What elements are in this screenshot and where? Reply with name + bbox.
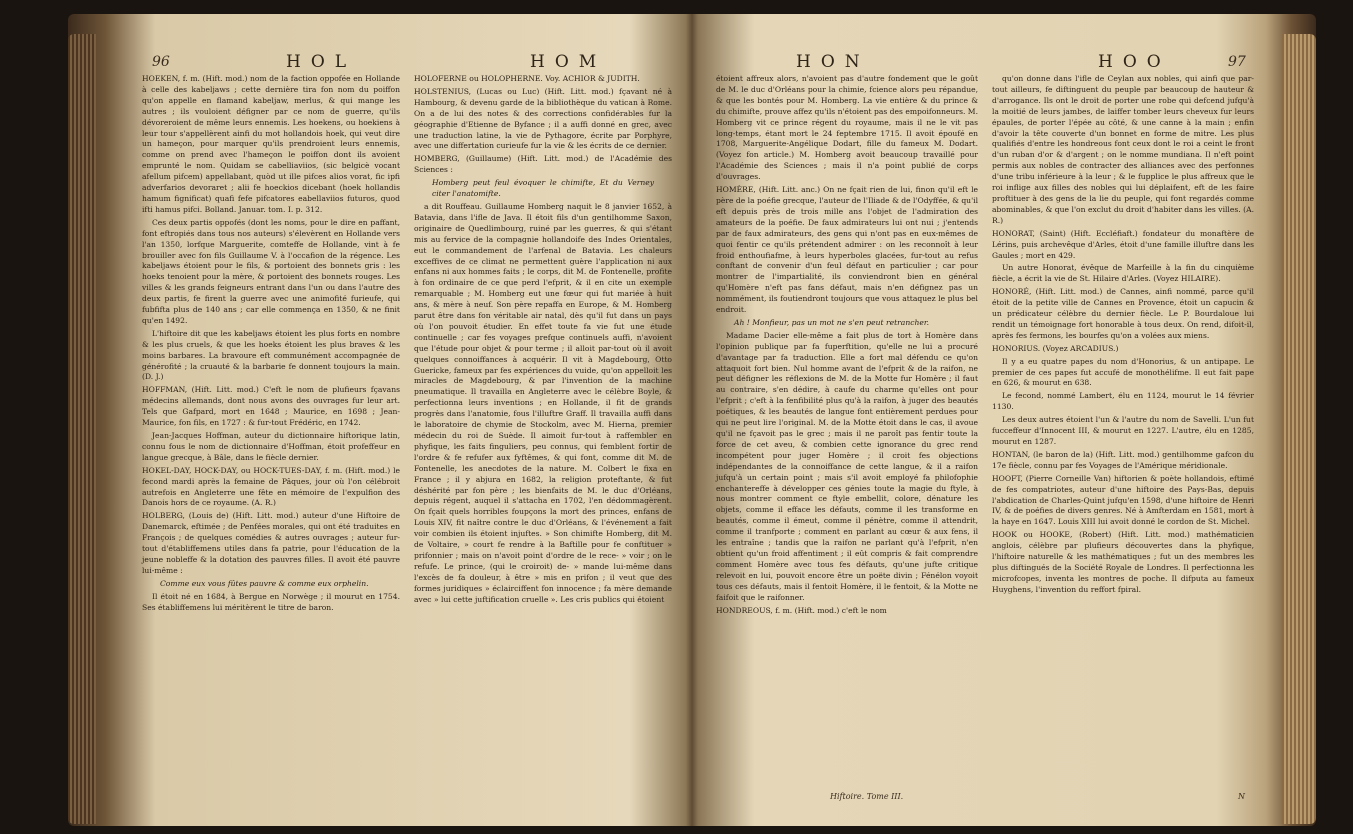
page-edges-left (68, 34, 96, 824)
entry-honorat-marseille: Un autre Honorat, évêque de Marfeille à la fin du cinquième fiècle, a écrit la vie de St. Hilaire d'Arles. (Voyez HILAIRE). (992, 263, 1254, 284)
entry-homere: HOMÈRE, (Hift. Litt. anc.) On ne fçait rien de lui, finon qu'il eft le père de la poéfie grecque, l'auteur de l'Iliade & de l'Odyffée, & qu'il eft depuis près de trois mille ans l'objet de l'admiration des amateurs de la poéfie. De faux admirateurs lui ont nui ; j'entends par de faux admirateurs, des gens qui n'ont pas en eux-mêmes de quoi fentir ce qu'ils prétendent admirer : on les reconnoît à leur froid enthoufiafme, à leurs hyperboles glacées, fur-tout au refus conftant de convenir d'un feul défaut en particulier ; car pour montrer de l'impartialité, ils conviendront bien en général qu'Homère n'eft pas fans défaut, mais n'en défignez pas un nommément, ils foutiendront toujours que vous attaquez le plus bel endroit. (716, 185, 979, 315)
holberg-verse: Comme eux vous fûtes pauvre & comme eux orphelin. (160, 578, 369, 588)
entry-holoferne: HOLOFERNE ou HOLOPHERNE. Voy. ACHIOR & JUDITH. (414, 74, 640, 83)
page-number-right: 97 (1228, 54, 1246, 70)
entry-hoffman: HOFFMAN, (Hift. Litt. mod.) C'eft le nom de plufieurs fçavans médecins allemands, dont nous avons des ouvrages fur leur art. Tels que Gafpard, mort en 1648 ; Maurice, en 1698 ; Jean-Maurice, fon fils, en 1727 : & fur-tout Frédéric, en 1742. (142, 385, 400, 428)
entry-hondreous: HONDREOUS, f. m. (Hift. mod.) c'eft le nom (716, 605, 887, 615)
running-head-hol: HOL (286, 52, 357, 72)
right-page-column-1 (716, 74, 978, 618)
entry-hokel-day: HOKEL-DAY, HOCK-DAY, ou HOCK-TUES-DAY, f. m. (Hift. mod.) le fecond mardi après la femaine de Pâques, jour où l'on célébroit autrefois en Angleterre une fête en mémoire de l'expulfion des Danois hors de ce royaume. (A. R.) (142, 465, 400, 508)
left-page-column-1 (142, 74, 400, 616)
entry-holberg: HOLBERG, (Louis de) (Hift. Litt. mod.) auteur d'une Hiftoire de Danemarck, eftimée ; de Penfées morales, qui ont été traduites en François ; de quelques comédies & autres ouvrages ; auteur fur-tout d'établiffemens utiles dans fa patrie, pour l'éducation de la jeune nobleffe & la dotation des pauvres filles. Il avoit été pauvre lui-même : (142, 511, 400, 575)
homberg-verse: Homberg peut feul évoquer le chimifte, Et du Verney citer l'anatomifte. (432, 178, 654, 199)
running-head-hoo: HOO (1098, 52, 1171, 72)
entry-hooft: HOOFT, (Pierre Corneille Van) hiftorien & poète hollandois, eftimé de fes compatriotes, auteur d'une hiftoire des Pays-Bas, depuis l'abdication de Charles-Quint jufqu'en 1598, d'une hiftoire de Henri IV, & de poéfies de divers genres. Né à Amfterdam en 1581, mort à la haye en 1647. Louis XIII lui avoit donné le cordon de St. Michel. (992, 473, 1254, 527)
footer-signature-mark: N (1238, 792, 1245, 801)
entry-honore: HONORÉ, (Hift. Litt. mod.) de Cannes, ainfi nommé, parce qu'il étoit de la petite ville de Cannes en Provence, étoit un capucin & un prédicateur célèbre du dernier fiècle. Le P. Bourdaloue lui rendit un témoignage fort honorable à tous deux. On rend, difoit-il, après fes fermons, les bourfes qu'on a volées aux miens. (992, 287, 1254, 340)
page-edges-right (1282, 34, 1316, 824)
entry-holberg-cont: Il étoit né en 1684, à Bergue en Norwège ; il mourut en 1754. Ses établiffemens lui méritèrent le titre de baron. (142, 591, 400, 612)
entry-homberg-end: étoient affreux alors, n'avoient pas d'autre fondement que le goût de M. le duc d'Orléans pour la chimie, fcience alors peu répandue, & que les bontés pour M. Homberg. La vie entière & du prince & du chimifte, prouve affez qu'ils n'étoient pas des empoifonneurs. M. Homberg vit ce prince régent du royaume, mais il ne le vit pas long-temps, étant mort le 24 feptembre 1715. Il avoit époufé en 1708, Marguerite-Angélique Dodart, fille du fameux M. Dodart. (Voyez fon article.) M. Homberg avoit beaucoup travaillé pour l'Académie des Sciences ; mais il n'a point publié de corps d'ouvrages. (716, 74, 978, 182)
entry-hontan: HONTAN, (le baron de la) (Hift. Litt. mod.) gentilhomme gafcon du 17e fiècle, connu par fes Voyages de l'Amérique méridionale. (992, 449, 1254, 470)
entry-honorius-popes: Il y a eu quatre papes du nom d'Honorius, & un antipape. Le premier de ces papes fut accufé de monothélifme. Il eut fait pape en 626, & mourut en 638. (992, 356, 1254, 388)
page-number-left: 96 (152, 54, 170, 70)
entry-honorat: HONORAT, (Saint) (Hift. Eccléfiaft.) fondateur du monaftère de Lérins, puis archevêque d'Arles, étoit d'une famille illuftre dans les Gaules ; mort en 429. (992, 228, 1254, 260)
entry-holstenius: HOLSTENIUS, (Lucas ou Luc) (Hift. Litt. mod.) fçavant né à Hambourg, & devenu garde de la bibliothèque du vatican à Rome. On a de lui des notes & des corrections confidérables fur la géographie d'Etienne de Byfance ; il a auffi donné en grec, avec une traduction latine, la vie de Pythagore, écrite par Porphyre, avec une differtation curieufe fur la vie & les écrits de ce dernier. (414, 86, 672, 151)
running-head-hon: HON (796, 52, 870, 72)
entry-homberg-cont: a dit Rouffeau. Guillaume Homberg naquit le 8 janvier 1652, à Batavia, dans l'ifle de Java. Il étoit fils d'un gentilhomme Saxon, originaire de Quedlimbourg, ruiné par les guerres, & qui s'étant mis au fervice de la compagnie hollandoife des Indes Orientales, eut le commandement de l'arfenal de Batavia. Les chaleurs exceffives de ce climat ne permettent guère l'application ni aux enfans ni aux hommes faits ; le corps, dit M. de Fontenelle, profite à fon ordinaire de ce que perd l'efprit, & il en cite un exemple remarquable ; M. Homberg eut une fœur qui fut mariée à huit ans, & mère à neuf. Son père repaffa en Europe, & M. Homberg parut être dans fon véritable air natal, dès qu'il fut dans un pays où l'on pouvoit étudier. En effet toute fa vie fut une étude continuelle ; car fes voyages prefque continuels auffi, n'avoient que l'étude pour objet & pour terme ; il alloit par-tout où il avoit quelques connoiffances à acquérir. Il vit à Magdebourg, Otto Guericke, fameux par fes expériences du vuide, qu'on appelloit les miracles de Magdebourg, & par l'invention de la machine pneumatique. Il travailla en Angleterre avec le célèbre Boyle, & perfectionna leurs inventions ; en Hollande, il fit de grands progrès dans l'anatomie, fous l'illuftre Graff. Il travailla auffi dans le laboratoire de chymie de Stockolm, avec M. Hierna, premier médecin du roi de Suède. Il aimoit fur-tout à raffembler en phyfique, les faits finguliers, peu connus, qui femblent fortir de l'ordre & fe refufer aux fyftêmes, & qui font, comme dit M. de Fontenelle, les anecdotes de la nature. M. Colbert le fixa en France ; il y abjura en 1682, la religion proteftante, & fut déshérité par fon père ; les bienfaits de M. le duc d'Orléans, depuis régent, auquel il s'attacha en 1702, l'en dédommagèrent. On fçait quels horribles foupçons la mort des princes, enfans de Louis XIV, fit naître contre le duc d'Orléans, & l'événement a fait voir combien ils étoient injuftes. » Son chimifte Homberg, dit M. de Voltaire, » court fe rendre à la Baftille pour fe conftituer » prifonnier ; mais on n'avoit point d'ordre de le rece- » voir ; on le refufe. Le prince, (qui le croiroit) de- » mande lui-même dans l'excès de fa douleur, à être » mis en prifon ; il veut que des formes juridiques » éclairciffent fon innocence ; fa mère demande avec » lui cette juftification cruelle ». Les cris publics qui étoient (414, 201, 672, 604)
entry-homere-dacier: Madame Dacier elle-même a fait plus de tort à Homère dans l'opinion publique par fa fuperftition, qu'elle ne lui a procuré d'avantage par fa traduction. Elle a fort mal défendu ce qu'on attaquoit fort bien. Nul homme avant de l'efprit & de la raifon, ne peut défigner les réflexions de M. de la Motte fur Homère ; il faut au contraire, s'en dédire, à caufe du charme qu'elles ont pour l'efprit ; c'eft à la fenfibilité plus qu'à la raifon, à juger des beautés poétiques, & les beautés de langue font entièrement perdues pour qui ne peut lire l'original. M. de la Motte étoit dans le cas, il avoue qu'il ne fçavoit pas le grec ; mais il ne paroît pas fentir toute la force de cet aveu, & combien cette ignorance du grec rend incompétent pour juger Homère ; il croit fes objections indépendantes de la connoiffance de cette langue, & il a raifon jufqu'à un certain point ; mais s'il avoit employé fa philofophie enchantereffe à développer ces génies toute la magie du ftyle, à nous montrer comment ce ftyle embellit, colore, dénature les objets, comme il efface les défauts, comme il les transforme en beautés, comme il émeut, comme il pénètre, comme il attendrit, comme il tranfporte ; comment en parlant au cœur & aux fens, il les entraîne ; tandis que la raifon ne parlant qu'à l'efprit, n'en obtient qu'un froid affentiment ; il eût compris & fait comprendre comment Homère avec tous fes défauts, qu'une jufte critique relevoit en lui, pouvoit encore être un poëte divin ; Fénélon voyoit tous ces défauts, mais il fentoit Homère, il le fentoit, & la Motte ne faifoit que le raifonner. (716, 330, 978, 602)
entry-hoeken-history: L'hiftoire dit que les kabeljaws étoient les plus forts en nombre & les plus cruels, & que les hoeks étoient les plus braves & les moins barbares. La bravoure eft communément accompagnée de générofité ; la cruauté & la barbarie fe donnent toujours la main. (D. J.) (142, 328, 400, 382)
running-head-hom: HOM (530, 52, 607, 72)
entry-honorius-second: Le fecond, nommé Lambert, élu en 1124, mourut le 14 février 1130. (992, 391, 1254, 412)
entry-hook: HOOK ou HOOKE, (Robert) (Hift. Litt. mod.) mathématicien anglois, célèbre par plufieurs découvertes dans la phyfique, l'hiftoire naturelle & les mathématiques ; fut un des membres les plus diftingués de la Société Royale de Londres. Il perfectionna les microfcopes, inventa les montres de poche. Il difputa au fameux Huyghens, l'invention du reffort fpiral. (992, 530, 1254, 594)
entry-hondreous-cont: qu'on donne dans l'ifle de Ceylan aux nobles, qui ainfi que par-tout ailleurs, fe diftinguent du peuple par beaucoup de hauteur & d'arrogance. Ils ont le droit de porter une robe qui defcend jufqu'à la moitié de leurs jambes, de laiffer tomber leurs cheveux fur leurs épaules, de porter l'épée au côté, & une canne à la main ; enfin d'avoir la tête couverte d'un bonnet en forme de mitre. Les plus qualifiés d'entre les hondreous font ceux dont le roi a ceint le front d'un ruban d'or & d'argent ; on le nomme mundiana. Il n'eft point permis aux nobles de contracter des alliances avec des perfonnes d'une tribu inférieure à la leur ; & le fupplice le plus affreux que le roi inflige aux filles des nobles qui lui déplaifent, eft de les faire proftituer à des gens de la lie du peuple, qui font regardés comme abominables, & que l'on exclut du droit d'habiter dans les villes. (A. R.) (992, 74, 1254, 225)
homere-verse: Ah ! Monfieur, pas un mot ne s'en peut retrancher. (734, 317, 930, 327)
entry-hoeken-cont: Ces deux partis oppofés (dont les noms, pour le dire en paffant, font eftropiés dans tous nos auteurs) s'élevèrent en Hollande vers l'an 1350, lorfque Marguerite, comteffe de Hollande, vint à fe brouiller avec fon fils Guillaume V. à l'occafion de la régence. Les kabeljaws étoient pour le fils, & portoient des bonnets gris : les hoeks tenoient pour la mère, & portoient des bonnets rouges. Les villes & les grands feigneurs entrant dans l'un ou dans l'autre des deux partis, fe firent la guerre avec une animofité furieufe, qui fubfifta plus de 140 ans ; car elle commença en 1350, & ne finit qu'en 1492. (142, 217, 400, 325)
entry-hoffman-jean-jacques: Jean-Jacques Hoffman, auteur du dictionnaire hiftorique latin, connu fous le nom de dictionnaire d'Hoffman, étoit profeffeur en langue grecque, à Bâle, dans le fiècle dernier. (142, 431, 400, 462)
right-page-column-2 (992, 74, 1254, 598)
entry-honorius-others: Les deux autres étoient l'un & l'autre du nom de Savelli. L'un fut fucceffeur d'Innocent III, & mourut en 1227. L'autre, élu en 1285, mourut en 1287. (992, 415, 1254, 446)
entry-hoeken: HOEKEN, f. m. (Hift. mod.) nom de la faction oppofée en Hollande à celle des kabeljaws ; cette dernière tira fon nom du poiffon qu'on appelle en flamand kabeljaw, merlus, & qui mange les autres ; ils vouloient défigner par ce nom de guerre, qu'ils dévoreroient de même leurs ennemis. Les hoekens, ou hoekiens à leur tour s'appellèrent ainfi du mot hollandois hoek, qui veut dire un hameçon, pour marquer qu'ils prendroient leurs ennemis, comme on prend avec l'hameçon le poiffon dont ils avoient emprunté le nom. Quidam se cabelliaviios, (sic belgicè vocant afellum pifcem) appellabant, quòd ut ille pifces alios vorat, fic ipfi adverfarios devoraret ; alii fe hoeckios dicebant (hoek hollandis hamum fignificat) quafi fefe pifcatores eabellaviios futuros, quod ifti hamus pifci. Bolland. Januar. tom. I. p. 312. (142, 74, 400, 214)
entry-honorius: HONORIUS. (Voyez ARCADIUS.) (992, 343, 1119, 353)
left-page-column-2 (414, 74, 672, 608)
entry-homberg: HOMBERG, (Guillaume) (Hift. Litt. mod.) de l'Académie des Sciences : (414, 154, 672, 175)
footer-volume: Hiftoire. Tome III. (830, 792, 904, 801)
